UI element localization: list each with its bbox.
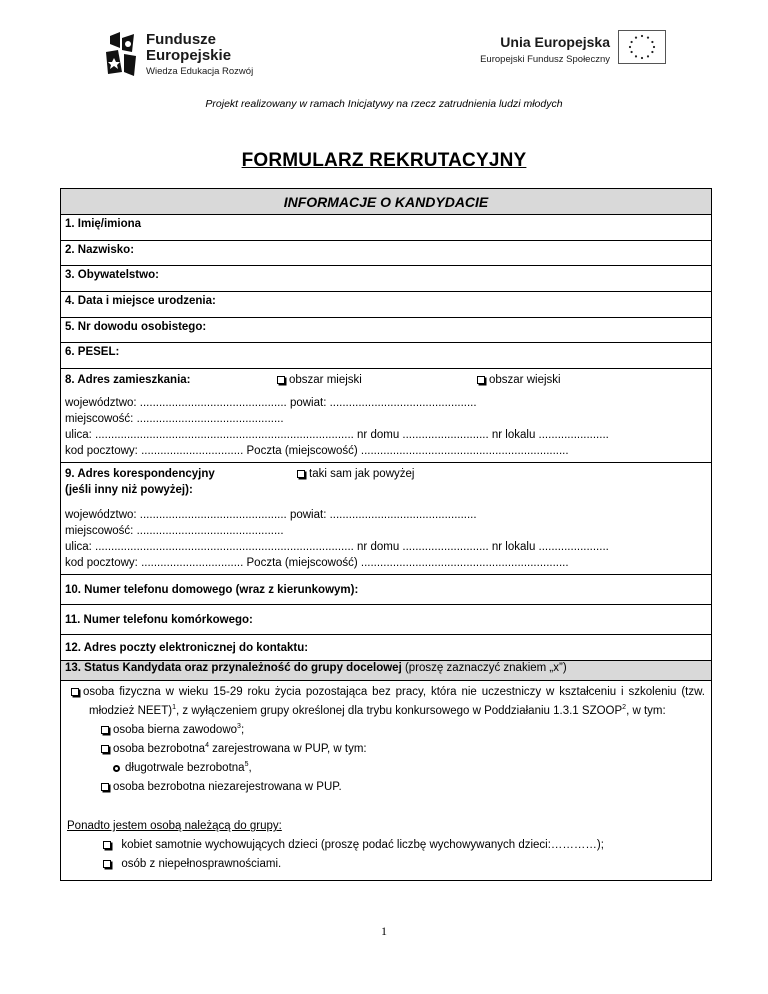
status-options	[61, 681, 711, 880]
status-unregistered-option[interactable]	[67, 778, 705, 797]
checkbox-icon[interactable]	[71, 688, 79, 696]
status-registered-text-2: zarejestrowana w PUP, w tym:	[208, 743, 367, 756]
status-neet-option[interactable]	[67, 683, 705, 721]
ue-logo-line2: Europejski Fundusz Społeczny	[480, 54, 610, 65]
status-inactive-text: osoba bierna zawodowo	[113, 724, 238, 737]
rural-area-option[interactable]	[477, 372, 561, 388]
checkbox-icon[interactable]	[477, 376, 485, 384]
footnote-ref: 2	[622, 704, 627, 712]
checkbox-icon[interactable]	[277, 376, 285, 384]
field-last-name[interactable]	[61, 241, 711, 267]
corr-label-line2: (jeśli inny niż powyżej):	[65, 484, 193, 497]
ue-logo-line1: Unia Europejska	[500, 34, 610, 50]
address-correspondence-section	[61, 463, 711, 575]
status-registered-option[interactable]	[67, 740, 705, 759]
footnote-ref: 5	[244, 761, 249, 769]
field-id-number[interactable]	[61, 318, 711, 344]
footnote-ref: 1	[172, 704, 176, 712]
fe-logo-line2: Europejskie	[146, 47, 232, 64]
status-neet-text-2: , z wyłączeniem grupy określonej dla trybu konkursowego w Poddziałaniu 1.3.1 SZOOP	[175, 705, 623, 718]
checkbox-icon[interactable]	[101, 745, 109, 753]
fe-logo-line3: Wiedza Edukacja Rozwój	[146, 66, 254, 77]
group-disabilities-option[interactable]	[67, 855, 705, 874]
same-as-above-option[interactable]	[297, 466, 414, 482]
same-as-above-label: taki sam jak powyżej	[309, 468, 415, 481]
status-registered-text: osoba bezrobotna	[113, 743, 206, 756]
status-header-note: (proszę zaznaczyć znakiem „x”)	[401, 662, 567, 675]
field-label: 6. PESEL:	[65, 346, 120, 359]
fundusze-europejskie-emblem-icon	[100, 28, 140, 80]
field-citizenship[interactable]	[61, 266, 711, 292]
field-label: 1. Imię/imiona	[65, 218, 142, 230]
field-email[interactable]	[61, 635, 711, 661]
field-label: 5. Nr dowodu osobistego:	[65, 320, 207, 333]
address-residence-section	[61, 369, 711, 463]
rural-area-label: obszar wiejski	[489, 374, 561, 387]
page-title: FORMULARZ REKRUTACYJNY	[241, 150, 527, 171]
section-header: INFORMACJE O KANDYDACIE	[61, 189, 711, 215]
fundusze-europejskie-logo	[100, 28, 270, 84]
address-locality-line[interactable]: miejscowość: ..............................................	[65, 413, 284, 426]
address-label: 8. Adres zamieszkania:	[65, 374, 191, 387]
field-home-phone[interactable]	[61, 575, 711, 605]
urban-area-option[interactable]	[277, 372, 362, 388]
corr-label-line1: 9. Adres korespondencyjny	[65, 468, 215, 481]
corr-voivodeship-line[interactable]: województwo: .............................................. powiat: ..............................................	[65, 509, 477, 522]
urban-area-label: obszar miejski	[289, 374, 362, 387]
fe-logo-line1: Fundusze	[146, 31, 216, 48]
corr-label	[65, 466, 215, 498]
address-voivodeship-line[interactable]: województwo: .............................................. powiat: ..............................................	[65, 397, 477, 410]
status-neet-text-3: , w tym:	[626, 705, 666, 718]
status-inactive-option[interactable]	[67, 721, 705, 740]
page-number: 1	[381, 924, 387, 938]
status-unregistered-text: osoba bezrobotna niezarejestrowana w PUP.	[113, 781, 342, 794]
status-longterm-option[interactable]	[67, 759, 705, 778]
field-pesel[interactable]	[61, 343, 711, 369]
field-label: 4. Data i miejsce urodzenia:	[65, 295, 216, 308]
checkbox-icon[interactable]	[103, 860, 111, 868]
address-postal-line[interactable]: kod pocztowy: ................................ Poczta (miejscowość) .................................................................	[65, 445, 569, 458]
footnote-ref: 3	[237, 723, 241, 731]
field-label: 3. Obywatelstwo:	[65, 269, 159, 282]
checkbox-icon[interactable]	[101, 726, 109, 734]
field-label: 2. Nazwisko:	[65, 243, 135, 256]
field-label: 12. Adres poczty elektronicznej do kontaktu:	[65, 642, 309, 655]
status-header-title: 13. Status Kandydata oraz przynależność do grupy docelowej	[65, 662, 402, 675]
field-label: 10. Numer telefonu domowego (wraz z kierunkowym):	[65, 584, 359, 597]
checkbox-icon[interactable]	[101, 783, 109, 791]
footnote-ref: 4	[205, 742, 209, 750]
checkbox-icon[interactable]	[297, 470, 305, 478]
group-disabilities-text: osób z niepełnosprawnościami.	[121, 858, 282, 871]
status-neet-text: osoba fizyczna w wieku 15-29 roku życia pozostająca bez pracy, która nie uczestniczy w kształceniu i szkoleniu (tzw. młodzież NEET)	[83, 686, 705, 718]
punctuation: ,	[248, 762, 252, 775]
unia-europejska-logo	[466, 30, 666, 80]
address-street-line[interactable]: ulica: ................................................................................. nr domu ........................... nr lokalu ......................	[65, 429, 609, 442]
field-label: 11. Numer telefonu komórkowego:	[65, 614, 253, 627]
group-single-mothers-text: kobiet samotnie wychowujących dzieci (proszę podać liczbę wychowywanych dzieci:…………);	[121, 839, 604, 852]
field-birth-date-place[interactable]	[61, 292, 711, 318]
radio-circle-icon[interactable]	[113, 765, 120, 772]
group-single-mothers-option[interactable]	[67, 836, 705, 855]
status-longterm-text: długotrwale bezrobotna	[125, 762, 245, 775]
group-intro: Ponadto jestem osobą należącą do grupy:	[67, 820, 282, 833]
project-subtitle: Projekt realizowany w ramach Inicjatywy na rzecz zatrudnienia ludzi młodych	[205, 98, 563, 110]
recruitment-form	[60, 188, 712, 881]
corr-locality-line[interactable]: miejscowość: ..............................................	[65, 525, 284, 538]
field-first-name[interactable]	[61, 215, 711, 241]
status-header	[61, 661, 711, 681]
corr-street-line[interactable]: ulica: ................................................................................. nr domu ........................... nr lokalu ......................	[65, 541, 609, 554]
eu-flag-icon	[618, 30, 666, 64]
field-mobile-phone[interactable]	[61, 605, 711, 635]
checkbox-icon[interactable]	[103, 841, 111, 849]
corr-postal-line[interactable]: kod pocztowy: ................................ Poczta (miejscowość) .................................................................	[65, 557, 569, 570]
punctuation: ;	[240, 724, 245, 737]
